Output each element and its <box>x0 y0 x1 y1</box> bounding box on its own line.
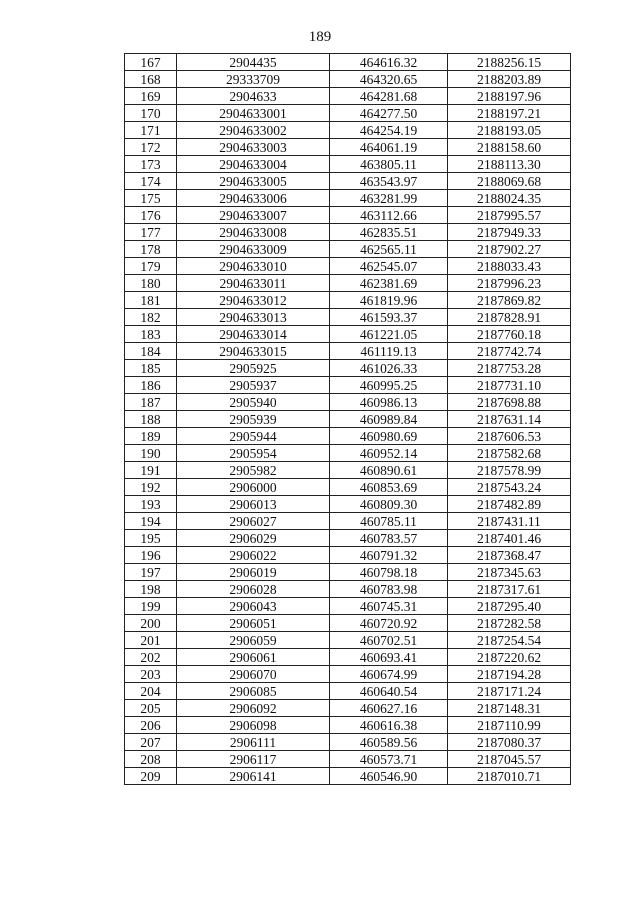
x-coordinate-cell: 460986.13 <box>330 394 448 411</box>
x-coordinate-cell: 460640.54 <box>330 683 448 700</box>
table-row <box>125 241 571 258</box>
y-coordinate-cell: 2187631.14 <box>448 411 571 428</box>
row-number-cell: 195 <box>125 530 177 547</box>
y-coordinate-cell: 2187996.23 <box>448 275 571 292</box>
row-number-cell: 192 <box>125 479 177 496</box>
y-coordinate-cell: 2188197.96 <box>448 88 571 105</box>
y-coordinate-cell: 2187317.61 <box>448 581 571 598</box>
x-coordinate-cell: 460783.98 <box>330 581 448 598</box>
point-id-cell: 2906059 <box>177 632 330 649</box>
y-coordinate-cell: 2188024.35 <box>448 190 571 207</box>
row-number-cell: 185 <box>125 360 177 377</box>
row-number-cell: 172 <box>125 139 177 156</box>
x-coordinate-cell: 463805.11 <box>330 156 448 173</box>
y-coordinate-cell: 2187731.10 <box>448 377 571 394</box>
y-coordinate-cell: 2187148.31 <box>448 700 571 717</box>
point-id-cell: 2904633002 <box>177 122 330 139</box>
table-row <box>125 224 571 241</box>
table-row <box>125 683 571 700</box>
x-coordinate-cell: 464320.65 <box>330 71 448 88</box>
x-coordinate-cell: 460798.18 <box>330 564 448 581</box>
y-coordinate-cell: 2188033.43 <box>448 258 571 275</box>
y-coordinate-cell: 2188203.89 <box>448 71 571 88</box>
y-coordinate-cell: 2188256.15 <box>448 54 571 71</box>
point-id-cell: 2904633014 <box>177 326 330 343</box>
point-id-cell: 2906027 <box>177 513 330 530</box>
table-row <box>125 751 571 768</box>
table-row <box>125 156 571 173</box>
x-coordinate-cell: 461593.37 <box>330 309 448 326</box>
y-coordinate-cell: 2188193.05 <box>448 122 571 139</box>
point-id-cell: 2904633013 <box>177 309 330 326</box>
row-number-cell: 190 <box>125 445 177 462</box>
point-id-cell: 2906085 <box>177 683 330 700</box>
point-id-cell: 2906092 <box>177 700 330 717</box>
y-coordinate-cell: 2187742.74 <box>448 343 571 360</box>
x-coordinate-cell: 464281.68 <box>330 88 448 105</box>
row-number-cell: 183 <box>125 326 177 343</box>
table-row <box>125 275 571 292</box>
row-number-cell: 173 <box>125 156 177 173</box>
table-row <box>125 54 571 71</box>
row-number-cell: 207 <box>125 734 177 751</box>
table-row <box>125 71 571 88</box>
x-coordinate-cell: 460573.71 <box>330 751 448 768</box>
x-coordinate-cell: 460693.41 <box>330 649 448 666</box>
point-id-cell: 2906013 <box>177 496 330 513</box>
x-coordinate-cell: 463112.66 <box>330 207 448 224</box>
page-number: 189 <box>308 29 332 45</box>
y-coordinate-cell: 2187578.99 <box>448 462 571 479</box>
table-row <box>125 360 571 377</box>
x-coordinate-cell: 461119.13 <box>330 343 448 360</box>
row-number-cell: 174 <box>125 173 177 190</box>
table-row <box>125 564 571 581</box>
point-id-cell: 2906141 <box>177 768 330 785</box>
table-row <box>125 105 571 122</box>
table-row <box>125 462 571 479</box>
point-id-cell: 2904633 <box>177 88 330 105</box>
row-number-cell: 201 <box>125 632 177 649</box>
x-coordinate-cell: 462545.07 <box>330 258 448 275</box>
y-coordinate-cell: 2187194.28 <box>448 666 571 683</box>
x-coordinate-cell: 460546.90 <box>330 768 448 785</box>
y-coordinate-cell: 2187582.68 <box>448 445 571 462</box>
point-id-cell: 2904633007 <box>177 207 330 224</box>
point-id-cell: 2904633011 <box>177 275 330 292</box>
x-coordinate-cell: 463543.97 <box>330 173 448 190</box>
table-row <box>125 292 571 309</box>
row-number-cell: 204 <box>125 683 177 700</box>
row-number-cell: 198 <box>125 581 177 598</box>
x-coordinate-cell: 460616.38 <box>330 717 448 734</box>
point-id-cell: 2904435 <box>177 54 330 71</box>
table-row <box>125 139 571 156</box>
table-row <box>125 258 571 275</box>
y-coordinate-cell: 2187431.11 <box>448 513 571 530</box>
y-coordinate-cell: 2188158.60 <box>448 139 571 156</box>
x-coordinate-cell: 464277.50 <box>330 105 448 122</box>
y-coordinate-cell: 2187345.63 <box>448 564 571 581</box>
row-number-cell: 189 <box>125 428 177 445</box>
y-coordinate-cell: 2187995.57 <box>448 207 571 224</box>
point-id-cell: 2905944 <box>177 428 330 445</box>
x-coordinate-cell: 460674.99 <box>330 666 448 683</box>
x-coordinate-cell: 461221.05 <box>330 326 448 343</box>
x-coordinate-cell: 461026.33 <box>330 360 448 377</box>
x-coordinate-cell: 463281.99 <box>330 190 448 207</box>
point-id-cell: 2904633001 <box>177 105 330 122</box>
row-number-cell: 197 <box>125 564 177 581</box>
point-id-cell: 2906111 <box>177 734 330 751</box>
table-row <box>125 207 571 224</box>
table-row <box>125 598 571 615</box>
y-coordinate-cell: 2187869.82 <box>448 292 571 309</box>
row-number-cell: 188 <box>125 411 177 428</box>
row-number-cell: 179 <box>125 258 177 275</box>
table-row <box>125 496 571 513</box>
x-coordinate-cell: 460952.14 <box>330 445 448 462</box>
x-coordinate-cell: 460853.69 <box>330 479 448 496</box>
coordinates-table-body <box>125 54 571 785</box>
table-row <box>125 649 571 666</box>
table-row <box>125 632 571 649</box>
row-number-cell: 206 <box>125 717 177 734</box>
x-coordinate-cell: 460589.56 <box>330 734 448 751</box>
point-id-cell: 2905954 <box>177 445 330 462</box>
y-coordinate-cell: 2187282.58 <box>448 615 571 632</box>
point-id-cell: 2906019 <box>177 564 330 581</box>
point-id-cell: 2904633015 <box>177 343 330 360</box>
y-coordinate-cell: 2187401.46 <box>448 530 571 547</box>
point-id-cell: 2906070 <box>177 666 330 683</box>
x-coordinate-cell: 460989.84 <box>330 411 448 428</box>
y-coordinate-cell: 2188113.30 <box>448 156 571 173</box>
table-row <box>125 173 571 190</box>
row-number-cell: 180 <box>125 275 177 292</box>
y-coordinate-cell: 2187010.71 <box>448 768 571 785</box>
row-number-cell: 169 <box>125 88 177 105</box>
row-number-cell: 202 <box>125 649 177 666</box>
y-coordinate-cell: 2188197.21 <box>448 105 571 122</box>
row-number-cell: 176 <box>125 207 177 224</box>
x-coordinate-cell: 460627.16 <box>330 700 448 717</box>
row-number-cell: 184 <box>125 343 177 360</box>
x-coordinate-cell: 460720.92 <box>330 615 448 632</box>
x-coordinate-cell: 462835.51 <box>330 224 448 241</box>
y-coordinate-cell: 2187698.88 <box>448 394 571 411</box>
table-row <box>125 394 571 411</box>
x-coordinate-cell: 460702.51 <box>330 632 448 649</box>
table-row <box>125 122 571 139</box>
point-id-cell: 2904633005 <box>177 173 330 190</box>
point-id-cell: 2906098 <box>177 717 330 734</box>
coordinates-table <box>124 53 571 785</box>
y-coordinate-cell: 2187080.37 <box>448 734 571 751</box>
table-row <box>125 530 571 547</box>
point-id-cell: 2906043 <box>177 598 330 615</box>
point-id-cell: 2906051 <box>177 615 330 632</box>
row-number-cell: 205 <box>125 700 177 717</box>
table-row <box>125 445 571 462</box>
point-id-cell: 2905939 <box>177 411 330 428</box>
x-coordinate-cell: 464616.32 <box>330 54 448 71</box>
point-id-cell: 2906117 <box>177 751 330 768</box>
point-id-cell: 2904633010 <box>177 258 330 275</box>
y-coordinate-cell: 2188069.68 <box>448 173 571 190</box>
point-id-cell: 2904633008 <box>177 224 330 241</box>
point-id-cell: 2904633004 <box>177 156 330 173</box>
point-id-cell: 2905925 <box>177 360 330 377</box>
table-row <box>125 377 571 394</box>
point-id-cell: 2905982 <box>177 462 330 479</box>
row-number-cell: 178 <box>125 241 177 258</box>
y-coordinate-cell: 2187220.62 <box>448 649 571 666</box>
y-coordinate-cell: 2187110.99 <box>448 717 571 734</box>
table-row <box>125 581 571 598</box>
point-id-cell: 2906000 <box>177 479 330 496</box>
y-coordinate-cell: 2187902.27 <box>448 241 571 258</box>
x-coordinate-cell: 461819.96 <box>330 292 448 309</box>
y-coordinate-cell: 2187949.33 <box>448 224 571 241</box>
point-id-cell: 2904633003 <box>177 139 330 156</box>
point-id-cell: 2904633012 <box>177 292 330 309</box>
row-number-cell: 175 <box>125 190 177 207</box>
x-coordinate-cell: 464061.19 <box>330 139 448 156</box>
y-coordinate-cell: 2187828.91 <box>448 309 571 326</box>
y-coordinate-cell: 2187045.57 <box>448 751 571 768</box>
table-row <box>125 343 571 360</box>
table-row <box>125 547 571 564</box>
row-number-cell: 177 <box>125 224 177 241</box>
y-coordinate-cell: 2187543.24 <box>448 479 571 496</box>
point-id-cell: 29333709 <box>177 71 330 88</box>
point-id-cell: 2906022 <box>177 547 330 564</box>
table-row <box>125 190 571 207</box>
row-number-cell: 191 <box>125 462 177 479</box>
table-row <box>125 428 571 445</box>
x-coordinate-cell: 460890.61 <box>330 462 448 479</box>
point-id-cell: 2904633009 <box>177 241 330 258</box>
x-coordinate-cell: 462565.11 <box>330 241 448 258</box>
y-coordinate-cell: 2187254.54 <box>448 632 571 649</box>
row-number-cell: 199 <box>125 598 177 615</box>
row-number-cell: 200 <box>125 615 177 632</box>
row-number-cell: 182 <box>125 309 177 326</box>
row-number-cell: 181 <box>125 292 177 309</box>
table-row <box>125 700 571 717</box>
x-coordinate-cell: 460791.32 <box>330 547 448 564</box>
x-coordinate-cell: 462381.69 <box>330 275 448 292</box>
table-row <box>125 326 571 343</box>
point-id-cell: 2904633006 <box>177 190 330 207</box>
x-coordinate-cell: 460785.11 <box>330 513 448 530</box>
table-row <box>125 768 571 785</box>
row-number-cell: 203 <box>125 666 177 683</box>
table-row <box>125 615 571 632</box>
table-row <box>125 309 571 326</box>
x-coordinate-cell: 460980.69 <box>330 428 448 445</box>
y-coordinate-cell: 2187171.24 <box>448 683 571 700</box>
row-number-cell: 193 <box>125 496 177 513</box>
table-row <box>125 88 571 105</box>
x-coordinate-cell: 460783.57 <box>330 530 448 547</box>
y-coordinate-cell: 2187482.89 <box>448 496 571 513</box>
point-id-cell: 2905940 <box>177 394 330 411</box>
row-number-cell: 186 <box>125 377 177 394</box>
table-row <box>125 411 571 428</box>
row-number-cell: 170 <box>125 105 177 122</box>
row-number-cell: 187 <box>125 394 177 411</box>
point-id-cell: 2906029 <box>177 530 330 547</box>
point-id-cell: 2906028 <box>177 581 330 598</box>
row-number-cell: 208 <box>125 751 177 768</box>
x-coordinate-cell: 460995.25 <box>330 377 448 394</box>
row-number-cell: 194 <box>125 513 177 530</box>
table-row <box>125 734 571 751</box>
y-coordinate-cell: 2187606.53 <box>448 428 571 445</box>
row-number-cell: 167 <box>125 54 177 71</box>
row-number-cell: 196 <box>125 547 177 564</box>
y-coordinate-cell: 2187753.28 <box>448 360 571 377</box>
point-id-cell: 2906061 <box>177 649 330 666</box>
y-coordinate-cell: 2187368.47 <box>448 547 571 564</box>
table-row <box>125 513 571 530</box>
x-coordinate-cell: 464254.19 <box>330 122 448 139</box>
y-coordinate-cell: 2187760.18 <box>448 326 571 343</box>
row-number-cell: 209 <box>125 768 177 785</box>
row-number-cell: 171 <box>125 122 177 139</box>
x-coordinate-cell: 460745.31 <box>330 598 448 615</box>
x-coordinate-cell: 460809.30 <box>330 496 448 513</box>
table-row <box>125 666 571 683</box>
point-id-cell: 2905937 <box>177 377 330 394</box>
y-coordinate-cell: 2187295.40 <box>448 598 571 615</box>
table-row <box>125 479 571 496</box>
table-row <box>125 717 571 734</box>
row-number-cell: 168 <box>125 71 177 88</box>
